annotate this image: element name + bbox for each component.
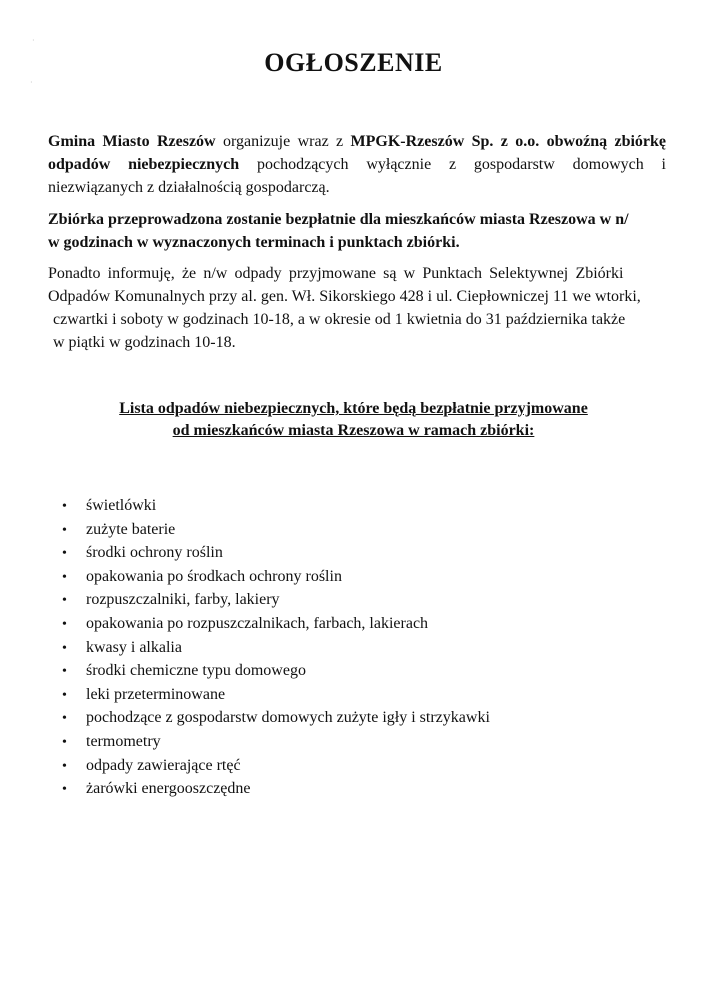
bullet-icon: • [62, 499, 67, 514]
intro-text-1: organizuje wraz z [215, 133, 351, 150]
notice-line-1: Zbiórka przeprowadzona zostanie bezpłatnie dla mieszkańców miasta Rzeszowa w n/ [48, 211, 629, 228]
intro-text-3: pochodzących wyłącznie z gospodarstw domowych i niezwiązanych z działalnością gospodarczą. [48, 156, 667, 196]
bullet-icon: • [62, 522, 67, 538]
list-heading [0, 398, 707, 442]
list-heading-line-1: Lista odpadów niebezpiecznych, które będą bezpłatnie przyjmowane [119, 400, 588, 417]
page-title: OGŁOSZENIE [264, 48, 443, 77]
waste-list [62, 494, 490, 801]
bullet-icon: • [62, 758, 67, 774]
info-line-2: Odpadów Komunalnych przy al. gen. Wł. Sikorskiego 428 i ul. Ciepłowniczej 11 we wtorki, [48, 288, 641, 305]
bullet-icon: • [62, 593, 67, 609]
list-item: • świetlówki [62, 494, 490, 518]
bullet-icon: • [62, 616, 67, 632]
bullet-icon: • [62, 569, 67, 585]
notice-paragraph [48, 208, 666, 254]
bullet-icon: • [62, 546, 67, 562]
list-item: • rozpuszczalniki, farby, lakiery [62, 588, 490, 612]
bullet-icon: • [62, 640, 67, 656]
list-item: • odpady zawierające rtęć [62, 754, 490, 778]
collection-type: obwoźną zbiórkę odpadów niebezpiecznych [48, 133, 667, 173]
organizer-name: Gmina Miasto Rzeszów [48, 133, 216, 150]
partner-name: MPGK-Rzeszów Sp. z o.o. [350, 133, 540, 150]
list-item: • żarówki energooszczędne [62, 777, 490, 801]
intro-paragraph [48, 130, 666, 199]
bullet-icon: • [62, 734, 67, 750]
scan-speck: · [32, 36, 35, 45]
bullet-icon: • [62, 782, 67, 798]
list-item: • opakowania po środkach ochrony roślin [62, 565, 490, 589]
list-item: • kwasy i alkalia [62, 636, 490, 660]
bullet-icon: • [62, 687, 67, 703]
info-line-1: Ponadto informuję, że n/w odpady przyjmowane są w Punktach Selektywnej Zbiórki [48, 265, 624, 282]
info-paragraph [48, 262, 666, 354]
list-heading-line-2: od mieszkańców miasta Rzeszowa w ramach zbiórki: [172, 422, 535, 439]
bullet-icon: • [62, 664, 67, 680]
list-item: • środki ochrony roślin [62, 541, 490, 565]
intro-text-2 [539, 133, 546, 150]
list-item: • opakowania po rozpuszczalnikach, farbach, lakierach [62, 612, 490, 636]
info-line-4: w piątki w godzinach 10-18. [53, 334, 236, 351]
list-item: • środki chemiczne typu domowego [62, 659, 490, 683]
list-item: • termometry [62, 730, 490, 754]
notice-line-2: w godzinach w wyznaczonych terminach i punktach zbiórki. [48, 234, 460, 251]
list-item: • zużyte baterie [62, 518, 490, 542]
list-item: • pochodzące z gospodarstw domowych zużyte igły i strzykawki [62, 706, 490, 730]
bullet-icon: • [62, 711, 67, 727]
list-item: • leki przeterminowane [62, 683, 490, 707]
scan-speck: · [30, 78, 33, 87]
info-line-3: czwartki i soboty w godzinach 10-18, a w okresie od 1 kwietnia do 31 października także [53, 311, 626, 328]
